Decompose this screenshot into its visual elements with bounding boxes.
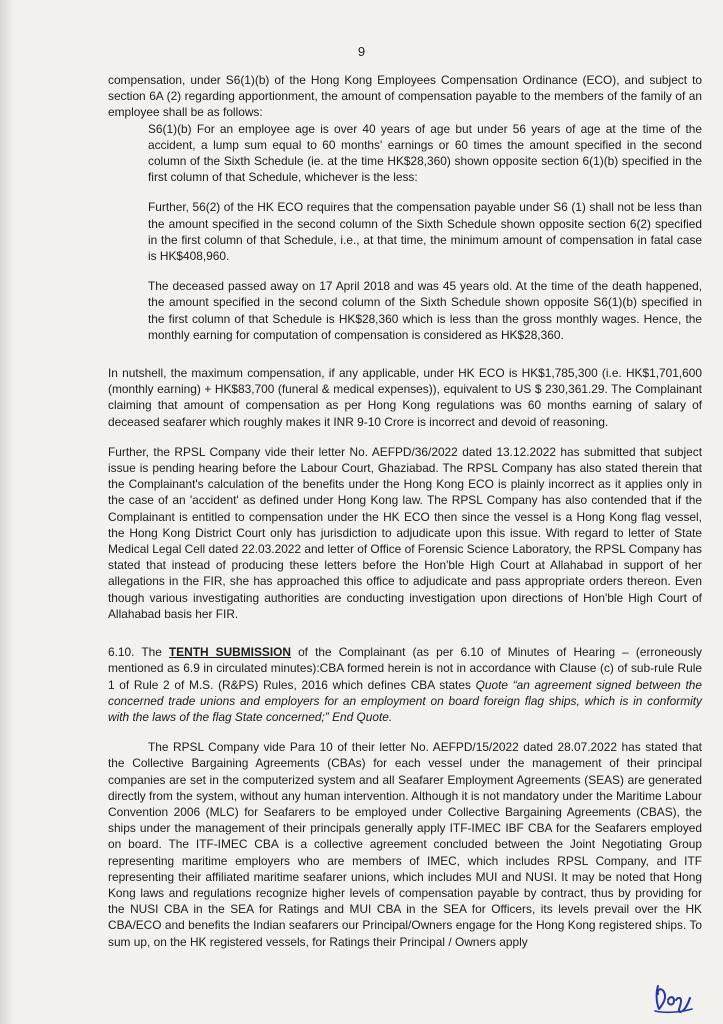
paragraph-nutshell: In nutshell, the maximum compensation, if any applicable, under HK ECO is HK$1,785,300 (i.e. HK$1,701,600 (monthly earning) + HK$83,700 (funeral & medical expenses)), equivalent to US $ 230,361.29. The Complainant claiming that amount of compensation as per Hong Kong regulations was 60 months earning of salary of deceased seafarer which roughly makes it INR 9-10 Crore is incorrect and devoid of reasoning. <box>108 366 702 429</box>
paragraph-rpsl-letter: Further, the RPSL Company vide their letter No. AEFPD/36/2022 dated 13.12.2022 has submitted that subject issue is pending hearing before the Labour Court, Ghaziabad. The RPSL Company has also stated therein that the Complainant's calculation of the benefits under the Hong Kong ECO is plainly incorrect as it applies only in the case of an 'accident' as defined under Hong Kong law. The RPSL Company has also contended that if the Complainant is entitled to compensation under the HK ECO then since the vessel is a Hong Kong flag vessel, the Hong Kong District Court only has jurisdiction to adjudicate upon this issue. With regard to letter of State Medical Legal Cell dated 22.03.2022 and letter of Office of Forensic Science Laboratory, the RPSL Company has stated that instead of producing these letters before the Hon'ble High Court at Allahabad in support of her allegations in the FIR, she has approached this office to adjudicate and pass appropriate orders thereon. Even though various investigating authorities are conducting investigation upon directions of Hon'ble High Court of Allahabad basis her FIR. <box>108 444 702 621</box>
paragraph-deceased-details: The deceased passed away on 17 April 2018 and was 45 years old. At the time of the death happened, the amount specified in the second column of the Sixth Schedule shown opposite S6(1)(b) specified in the first column of that Schedule is HK$28,360 which is less than the gross monthly wages. Hence, the monthly earning for computation of compensation is considered as HK$28,360. <box>148 279 702 342</box>
paragraph-tenth-submission <box>108 644 702 725</box>
paragraph-rpsl-cba-response: The RPSL Company vide Para 10 of their letter No. AEFPD/15/2022 dated 28.07.2022 has stated that the Collective Bargaining Agreements (CBAs) for each vessel under the management of their principal companies are set in the computerized system and all Seafarer Employment Agreements (SEAS) are generated directly from the system, without any human intervention. Although it is not mandatory under the Maritime Labour Convention 2006 (MLC) for Seafarers to be employed under Collective Bargaining Agreements (CBAS), the ships under the management of their principals generally apply ITF-IMEC IBF CBA for the Seafarers employed on board. The ITF-IMEC CBA is a collective agreement concluded between the Joint Negotiating Group representing maritime employers who are members of IMEC, which includes RPSL Company, and ITF representing their affiliated maritime seafarer unions, which includes MUI and NUSI. It may be noted that Hong Kong laws and regulations recognize higher levels of compensation payable by contract, thus by providing for the NUSI CBA in the SEA for Ratings and MUI CBA in the SEA for Officers, its levels prevail over the HK CBA/ECO and benefits the Indian seafarers our Principal/Owners engage for the Hong Kong registered ships. To sum up, on the HK registered vessels, for Ratings their Principal / Owners apply <box>108 740 702 949</box>
tenth-submission-heading: TENTH SUBMISSION <box>168 645 291 660</box>
page-edge-shadow <box>0 0 14 1024</box>
page-number: 9 <box>357 44 366 59</box>
cba-definition-quote: Quote “an agreement signed between the concerned trade unions and employers for an employment on board foreign flag ships, which is in conformity with the laws of the flag State concerned;” End Quote. <box>108 677 702 724</box>
paragraph-s6-1-b: S6(1)(b) For an employee age is over 40 years of age but under 56 years of age at the time of the accident, a lump sum equal to 60 months' earnings or 60 times the amount specified in the second column of the Sixth Schedule (ie. at the time HK$28,360) shown opposite section 6(1)(b) specified in the first column of that Schedule, whichever is the less: <box>148 121 702 185</box>
submission-text: of the Complainant (as per 6.10 of Minutes of Hearing – (erroneously mentioned as 6.9 in circulated minutes):CBA formed herein is not in accordance with Clause (c) of sub-rule Rule 1 of Rule 2 of M.S. (R&PS) Rules, 2016 which defines CBA states <box>108 645 702 692</box>
signature-mark <box>650 982 694 1014</box>
paragraph-s6-2-minimum: Further, 56(2) of the HK ECO requires that the compensation payable under S6 (1) shall not be less than the amount specified in the second column of the Sixth Schedule shown opposite section 6(2) specified in the first column of that Schedule, i.e., at that time, the minimum amount of compensation in fatal case is HK$408,960. <box>148 200 702 264</box>
submission-number: 6.10. The <box>108 645 169 660</box>
paragraph-compensation-intro: compensation, under S6(1)(b) of the Hong Kong Employees Compensation Ordinance (ECO), and subject to section 6A (2) regarding apportionment, the amount of compensation payable to the members of the family of an employee shall be as follows: <box>108 73 702 120</box>
document-body <box>108 72 702 950</box>
